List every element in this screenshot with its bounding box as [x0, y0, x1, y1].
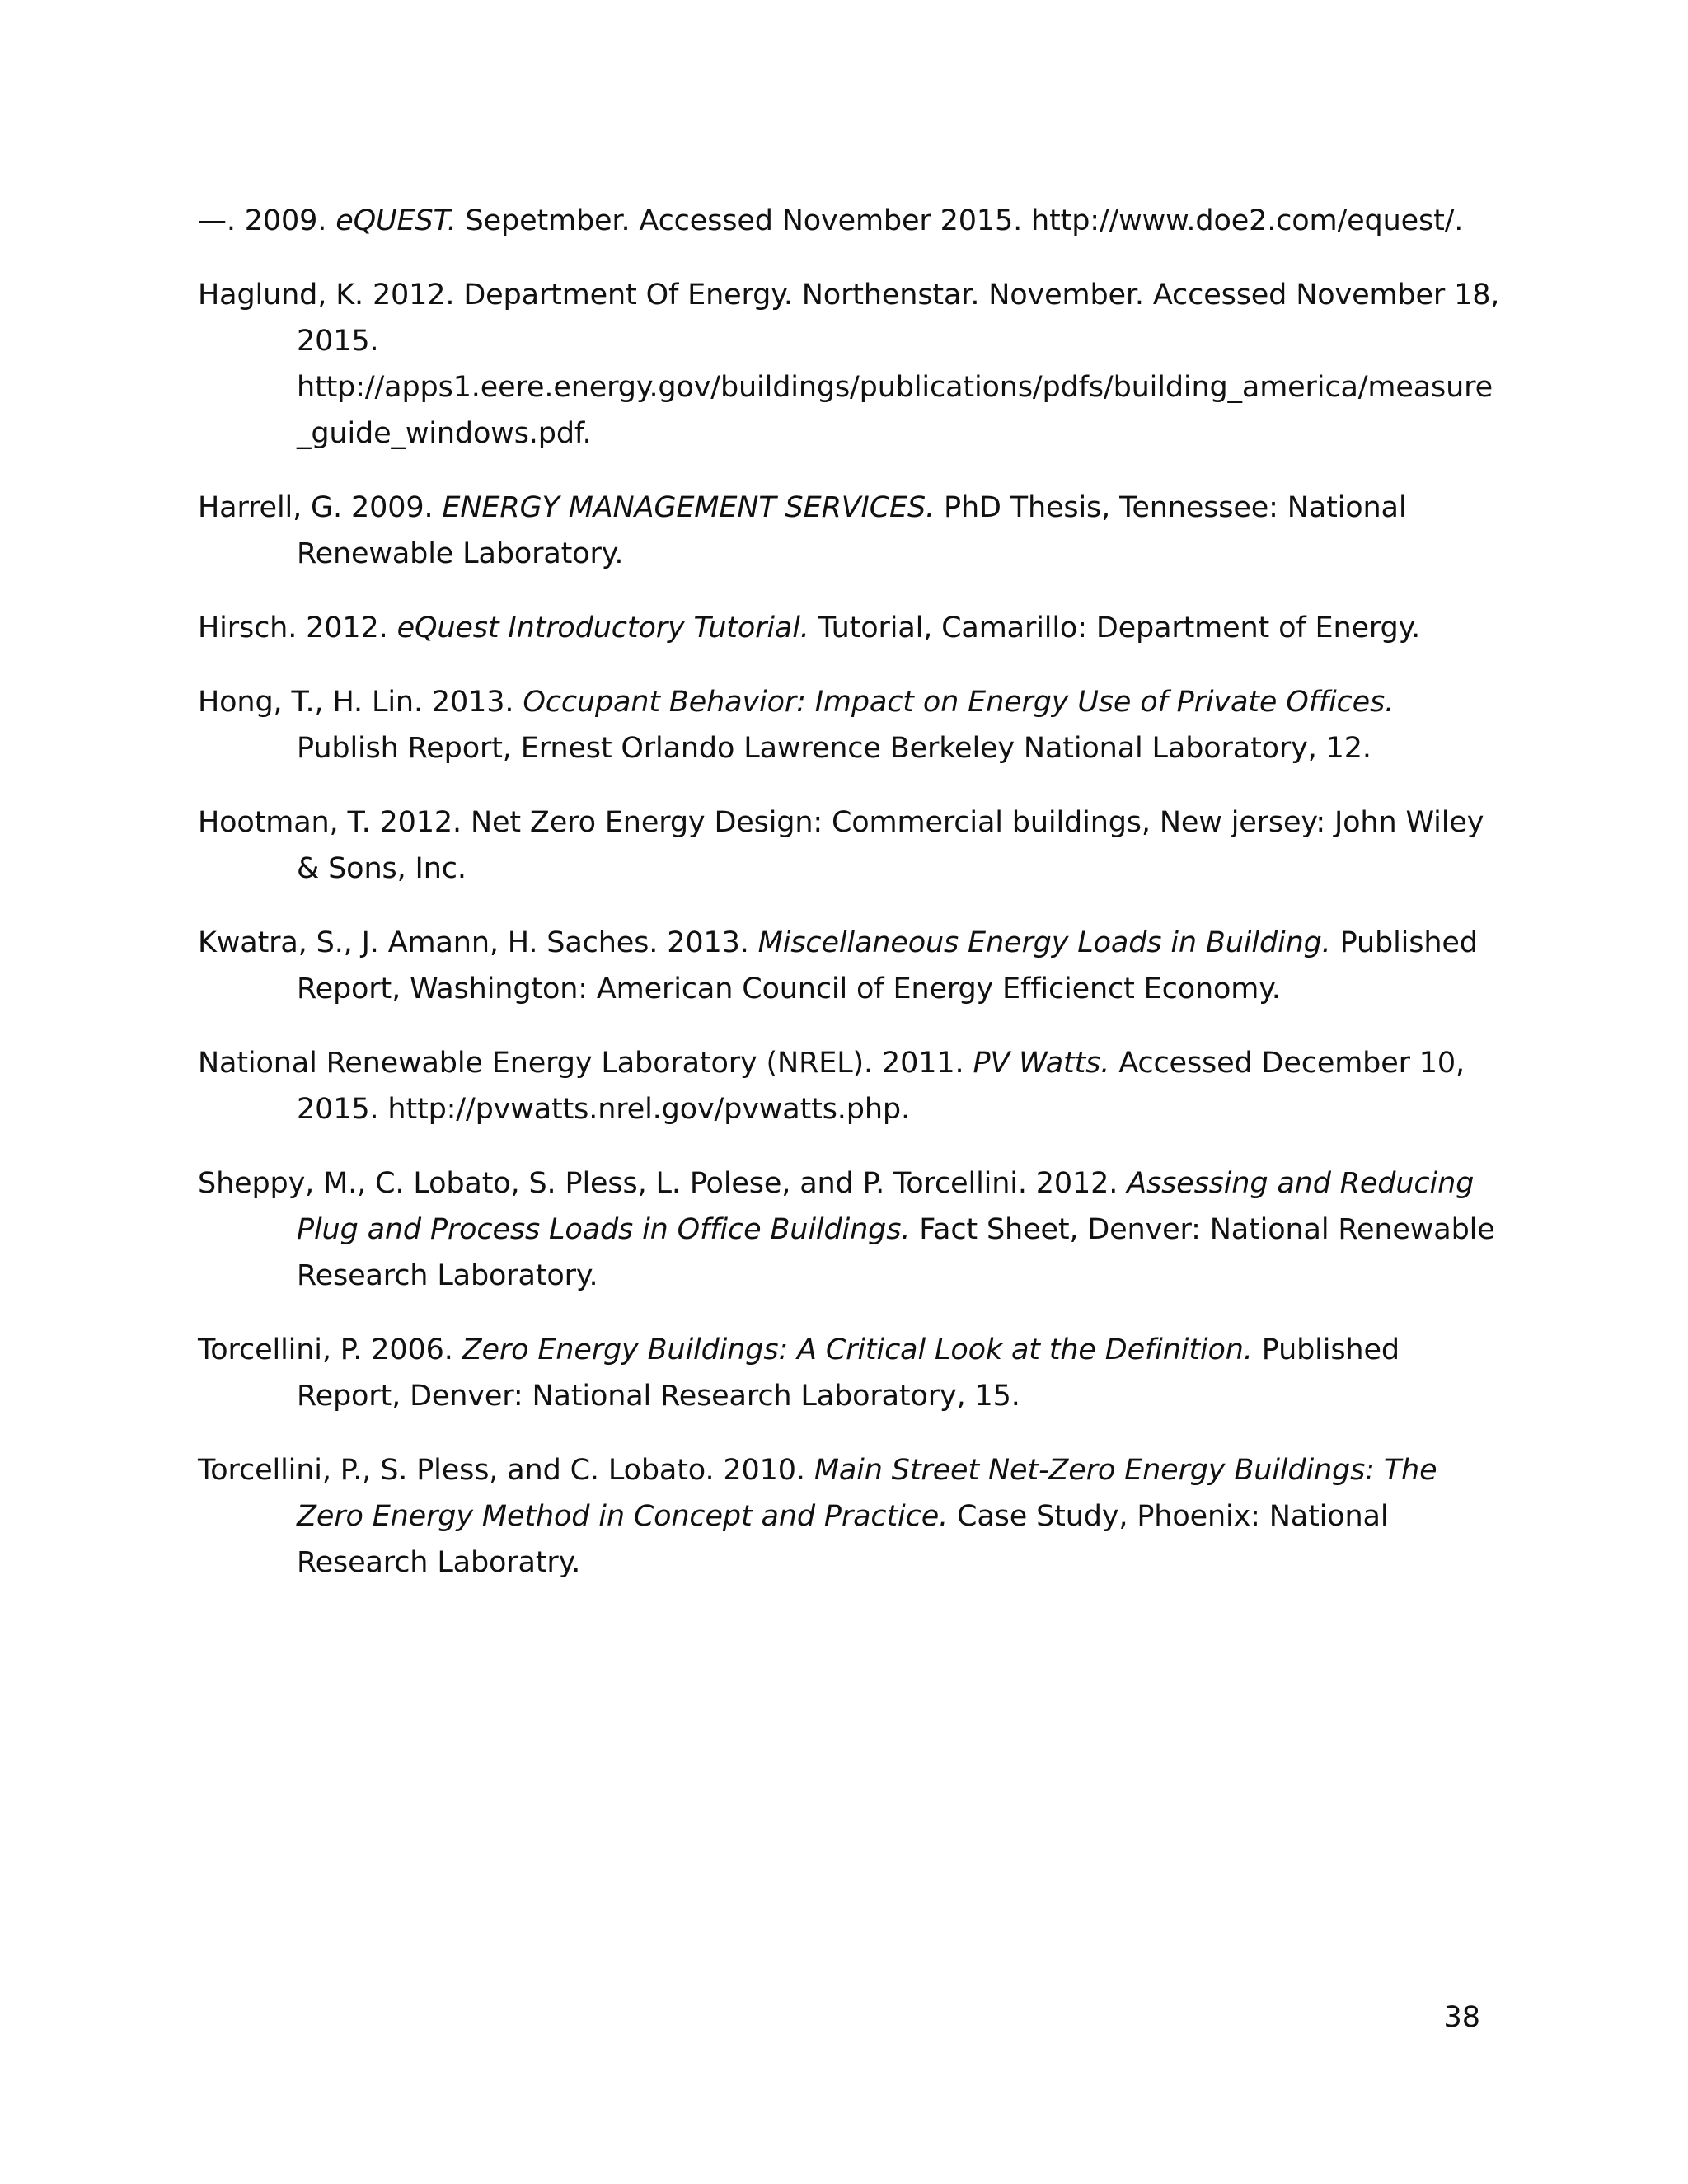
reference-title: ENERGY MANAGEMENT SERVICES.	[442, 491, 935, 524]
reference-entry	[198, 485, 1500, 577]
reference-text: Hootman, T. 2012. Net Zero Energy Design: Commercial buildings, New jersey: John Wiley & Sons, Inc.	[198, 806, 1484, 885]
reference-text: Hirsch. 2012.	[198, 612, 397, 644]
reference-entry	[198, 920, 1500, 1012]
reference-entry	[198, 605, 1500, 651]
reference-title: eQUEST.	[335, 204, 457, 237]
page-number: 38	[1443, 2001, 1480, 2034]
reference-text: Fact Sheet, Denver: National Renewable Research Laboratory.	[297, 1213, 1495, 1292]
reference-title: Zero Energy Buildings: A Critical Look at the Definition.	[462, 1333, 1253, 1366]
reference-entry	[198, 679, 1500, 771]
reference-entry	[198, 799, 1500, 892]
reference-title: PV Watts.	[973, 1047, 1110, 1080]
reference-entry	[198, 1040, 1500, 1132]
reference-title: Occupant Behavior: Impact on Energy Use of Private Offices.	[523, 686, 1395, 719]
reference-text: Hong, T., H. Lin. 2013.	[198, 686, 523, 719]
reference-entry	[198, 1447, 1500, 1586]
reference-text: Haglund, K. 2012. Department Of Energy. Northenstar. November. Accessed November 18, 2015. http://apps1.eere.energy.gov/buildings/publications/pdfs/building_america/measure_guide_windows.pdf.	[198, 279, 1500, 450]
reference-title: Assessing and Reducing Plug and Process Loads in Office Buildings.	[297, 1167, 1475, 1246]
reference-text: Torcellini, P. 2006.	[198, 1333, 462, 1366]
reference-entry	[198, 1327, 1500, 1419]
reference-text: PhD Thesis, Tennessee: National Renewable Laboratory.	[297, 491, 1407, 570]
reference-text: National Renewable Energy Laboratory (NREL). 2011.	[198, 1047, 973, 1080]
reference-title: eQuest Introductory Tutorial.	[396, 612, 809, 644]
reference-text: Case Study, Phoenix: National Research Laboratry.	[297, 1500, 1389, 1579]
reference-text: Harrell, G. 2009.	[198, 491, 443, 524]
reference-entry	[198, 198, 1500, 244]
reference-text: Sepetmber. Accessed November 2015. http://www.doe2.com/equest/.	[456, 204, 1464, 237]
reference-text: —. 2009.	[198, 204, 336, 237]
reference-text: Tutorial, Camarillo: Department of Energy.	[809, 612, 1421, 644]
reference-title: Miscellaneous Energy Loads in Building.	[757, 926, 1331, 959]
reference-text: Publish Report, Ernest Orlando Lawrence Berkeley National Laboratory, 12.	[297, 732, 1372, 765]
reference-text: Accessed December 10, 2015. http://pvwatts.nrel.gov/pvwatts.php.	[297, 1047, 1465, 1126]
reference-text: Published Report, Denver: National Research Laboratory, 15.	[297, 1333, 1400, 1413]
reference-title: Main Street Net-Zero Energy Buildings: The Zero Energy Method in Concept and Practice.	[297, 1454, 1437, 1533]
reference-entry	[198, 1160, 1500, 1299]
reference-text: Sheppy, M., C. Lobato, S. Pless, L. Polese, and P. Torcellini. 2012.	[198, 1167, 1128, 1200]
reference-text: Published Report, Washington: American Council of Energy Efficienct Economy.	[297, 926, 1478, 1005]
reference-entry	[198, 272, 1500, 457]
reference-list	[198, 198, 1500, 1614]
reference-text: Torcellini, P., S. Pless, and C. Lobato. 2010.	[198, 1454, 814, 1487]
reference-text: Kwatra, S., J. Amann, H. Saches. 2013.	[198, 926, 758, 959]
